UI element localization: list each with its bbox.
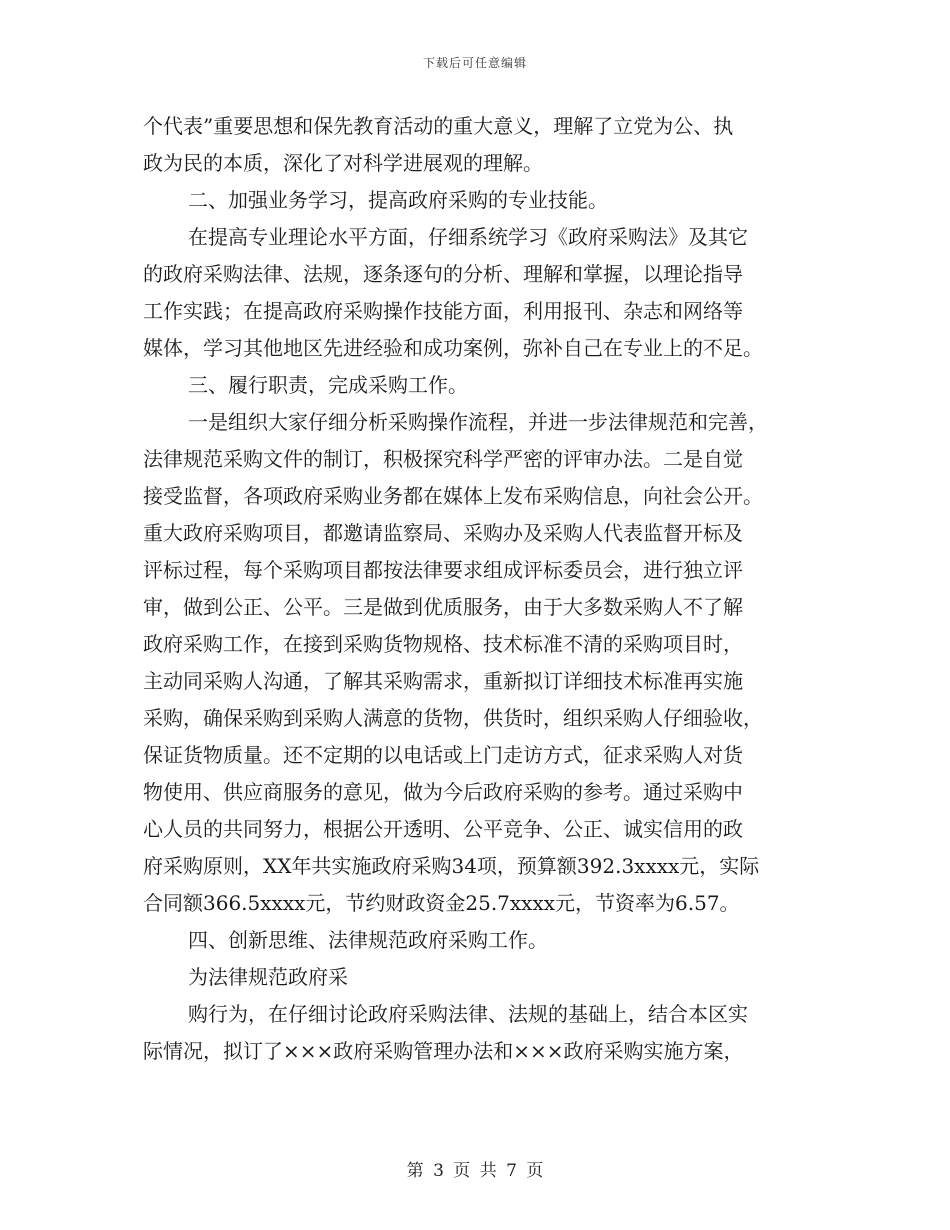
text-line: 四、创新思维、法律规范政府采购工作。	[188, 928, 548, 952]
text-line: 府采购原则，XX年共实施政府采购34项，预算额392.3xxxx元，实际	[143, 854, 760, 878]
text-line: 评标过程，每个采购项目都按法律要求组成评标委员会，进行独立评	[143, 558, 743, 582]
text-line: 政为民的本质，深化了对科学进展观的理解。	[143, 151, 543, 175]
text-line: 在提高专业理论水平方面，仔细系统学习《政府采购法》及其它	[188, 225, 748, 249]
text-line: 个代表”重要思想和保先教育活动的重大意义，理解了立党为公、执	[143, 114, 734, 138]
text-line: 际情况，拟订了×××政府采购管理办法和×××政府采购实施方案，	[143, 1039, 744, 1063]
text-line: 工作实践；在提高政府采购操作技能方面，利用报刊、杂志和网络等	[143, 299, 743, 323]
text-line: 合同额366.5xxxx元，节约财政资金25.7xxxx元，节资率为6.57。	[143, 891, 740, 915]
text-line: 心人员的共同努力，根据公开透明、公平竞争、公正、诚实信用的政	[143, 817, 743, 841]
text-line: 二、加强业务学习，提高政府采购的专业技能。	[188, 188, 608, 212]
text-line: 三、履行职责，完成采购工作。	[188, 373, 468, 397]
text-line: 采购，确保采购到采购人满意的货物，供货时，组织采购人仔细验收，	[143, 706, 763, 730]
text-line: 主动同采购人沟通，了解其采购需求，重新拟订详细技术标准再实施	[143, 669, 743, 693]
text-line: 的政府采购法律、法规，逐条逐句的分析、理解和掌握，以理论指导	[143, 262, 743, 286]
body-text	[143, 108, 813, 1070]
text-line: 审，做到公正、公平。三是做到优质服务，由于大多数采购人不了解	[143, 595, 743, 619]
text-line: 物使用、供应商服务的意见，做为今后政府采购的参考。通过采购中	[143, 780, 743, 804]
text-line: 一是组织大家仔细分析采购操作流程，并进一步法律规范和完善，	[188, 410, 768, 434]
text-line: 购行为，在仔细讨论政府采购法律、法规的基础上，结合本区实	[188, 1002, 748, 1026]
text-line: 为法律规范政府采	[188, 965, 348, 989]
page-number-footer: 第 3 页 共 7 页	[406, 1161, 544, 1181]
text-line: 保证货物质量。还不定期的以电话或上门走访方式，征求采购人对货	[143, 743, 743, 767]
text-line: 接受监督，各项政府采购业务都在媒体上发布采购信息，向社会公开。	[143, 484, 763, 508]
text-line: 法律规范采购文件的制订，积极探究科学严密的评审办法。二是自觉	[143, 447, 743, 471]
text-line: 政府采购工作，在接到采购货物规格、技术标准不清的采购项目时，	[143, 632, 743, 656]
page-header: 下载后可任意编辑	[422, 56, 527, 70]
text-line: 重大政府采购项目，都邀请监察局、采购办及采购人代表监督开标及	[143, 521, 743, 545]
text-line: 媒体，学习其他地区先进经验和成功案例，弥补自己在专业上的不足。	[143, 336, 763, 360]
